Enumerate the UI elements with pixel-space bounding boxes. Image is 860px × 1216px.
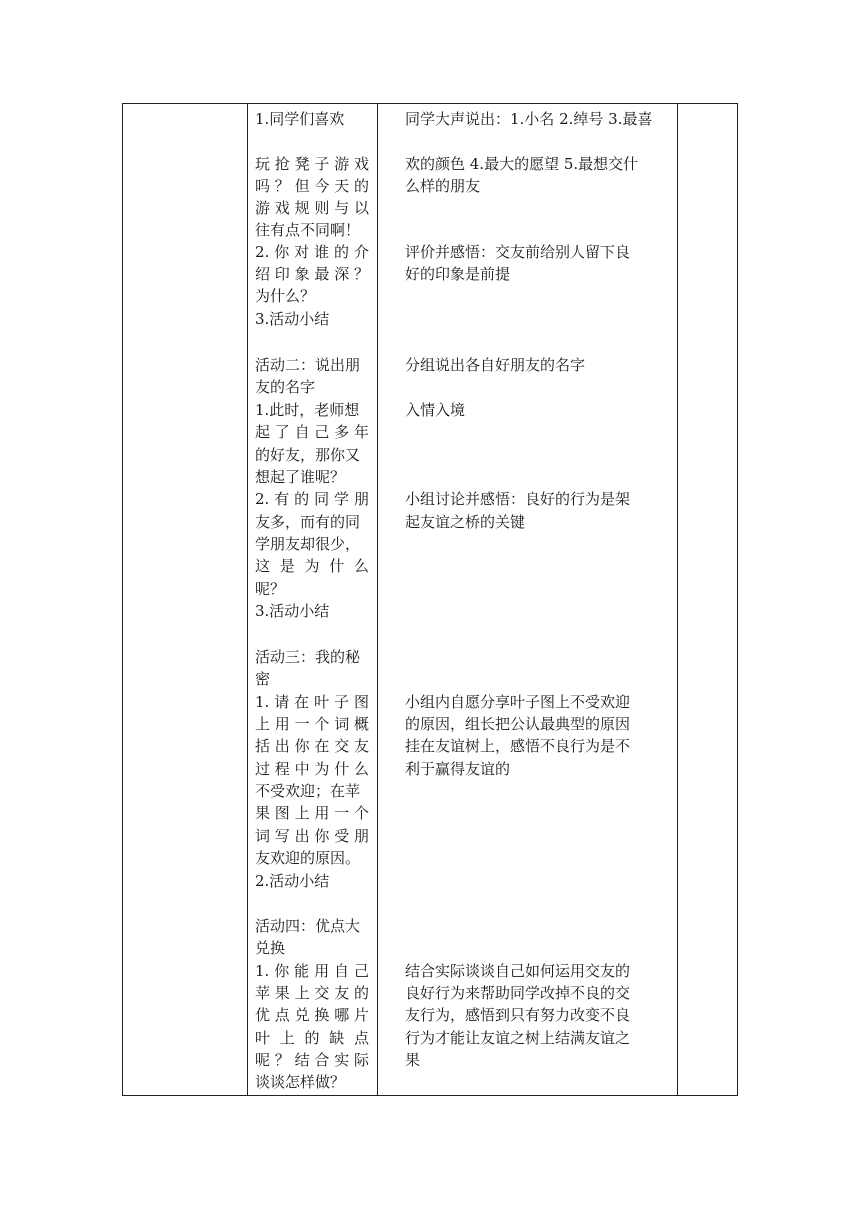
activity-line: 为什么？ xyxy=(255,287,316,305)
activity-line: 过程中为什么 xyxy=(255,760,369,778)
activity-line: 起了自己多年 xyxy=(255,423,369,441)
activity-line: 玩抢凳子游戏 xyxy=(255,155,369,173)
activity-line: 苹果上交友的 xyxy=(255,984,369,1002)
activity-line: 3.活动小结 xyxy=(255,310,330,328)
activity-line: 谈谈怎样做？ xyxy=(255,1073,346,1091)
activity-line: 1.此时，老师想 xyxy=(255,401,360,419)
response-line: 挂在友谊树上，感悟不良行为是不 xyxy=(405,737,631,755)
response-line: 么样的朋友 xyxy=(405,177,481,195)
activity-line: 果图上用一个 xyxy=(255,804,369,822)
activity-line: 活动三：我的秘 xyxy=(255,648,361,666)
activity-line: 叶上的缺点 xyxy=(255,1029,369,1047)
activity-line: 友的名字 xyxy=(255,378,316,396)
response-line: 好的印象是前提 xyxy=(405,265,511,283)
activity-line: 2.你对谁的介 xyxy=(255,243,369,261)
activity-line: 2.活动小结 xyxy=(255,872,330,890)
response-line: 欢的颜色 4.最大的愿望 5.最想交什 xyxy=(405,155,639,173)
activity-cell xyxy=(255,104,369,1095)
response-line: 分组说出各自好朋友的名字 xyxy=(405,356,586,374)
activity-line: 绍印象最深？ xyxy=(255,265,369,283)
activity-line: 学朋友却很少， xyxy=(255,535,361,553)
activity-line: 友欢迎的原因。 xyxy=(255,849,361,867)
column-divider-2 xyxy=(377,104,378,1095)
activity-line: 1.同学们喜欢 xyxy=(255,110,345,128)
empty-cell-right xyxy=(678,104,737,1095)
response-line: 入情入境 xyxy=(405,401,466,419)
response-cell xyxy=(405,104,669,1095)
response-line: 结合实际谈谈自己如何运用交友的 xyxy=(405,962,631,980)
response-line: 小组讨论并感悟：良好的行为是架 xyxy=(405,490,631,508)
activity-line: 吗？但今天的 xyxy=(255,177,369,195)
activity-line: 活动二：说出朋 xyxy=(255,356,361,374)
response-line: 小组内自愿分享叶子图上不受欢迎 xyxy=(405,693,631,711)
response-line: 行为才能让友谊之树上结满友谊之 xyxy=(405,1029,631,1047)
column-divider-1 xyxy=(247,104,248,1095)
lesson-plan-table xyxy=(122,103,738,1096)
activity-line: 呢？ xyxy=(255,580,286,598)
activity-line: 上用一个词概 xyxy=(255,715,369,733)
activity-line: 游戏规则与以 xyxy=(255,199,369,217)
empty-cell-left xyxy=(123,104,247,1095)
response-line: 的原因，组长把公认最典型的原因 xyxy=(405,715,631,733)
response-line: 友行为，感悟到只有努力改变不良 xyxy=(405,1006,631,1024)
activity-line: 想起了谁呢？ xyxy=(255,468,346,486)
response-line: 同学大声说出：1.小名 2.绰号 3.最喜 xyxy=(405,110,653,128)
activity-line: 活动四：优点大 xyxy=(255,917,361,935)
response-line: 评价并感悟：交友前给别人留下良 xyxy=(405,243,631,261)
activity-line: 这是为什么 xyxy=(255,557,369,575)
response-line: 果 xyxy=(405,1051,421,1069)
activity-line: 3.活动小结 xyxy=(255,602,330,620)
response-line: 起友谊之桥的关键 xyxy=(405,513,526,531)
response-line: 良好行为来帮助同学改掉不良的交 xyxy=(405,984,631,1002)
activity-line: 兑换 xyxy=(255,939,286,957)
activity-line: 往有点不同啊！ xyxy=(255,221,361,239)
activity-line: 1.你能用自己 xyxy=(255,962,369,980)
activity-line: 括出你在交友 xyxy=(255,737,369,755)
activity-line: 呢？结合实际 xyxy=(255,1051,369,1069)
response-line: 利于赢得友谊的 xyxy=(405,760,511,778)
activity-line: 友多，而有的同 xyxy=(255,513,361,531)
activity-line: 不受欢迎；在苹 xyxy=(255,782,361,800)
activity-line: 2.有的同学朋 xyxy=(255,490,369,508)
activity-line: 优点兑换哪片 xyxy=(255,1006,369,1024)
activity-line: 1.请在叶子图 xyxy=(255,693,369,711)
activity-line: 密 xyxy=(255,670,271,688)
activity-line: 的好友，那你又 xyxy=(255,446,361,464)
activity-line: 词写出你受朋 xyxy=(255,827,369,845)
